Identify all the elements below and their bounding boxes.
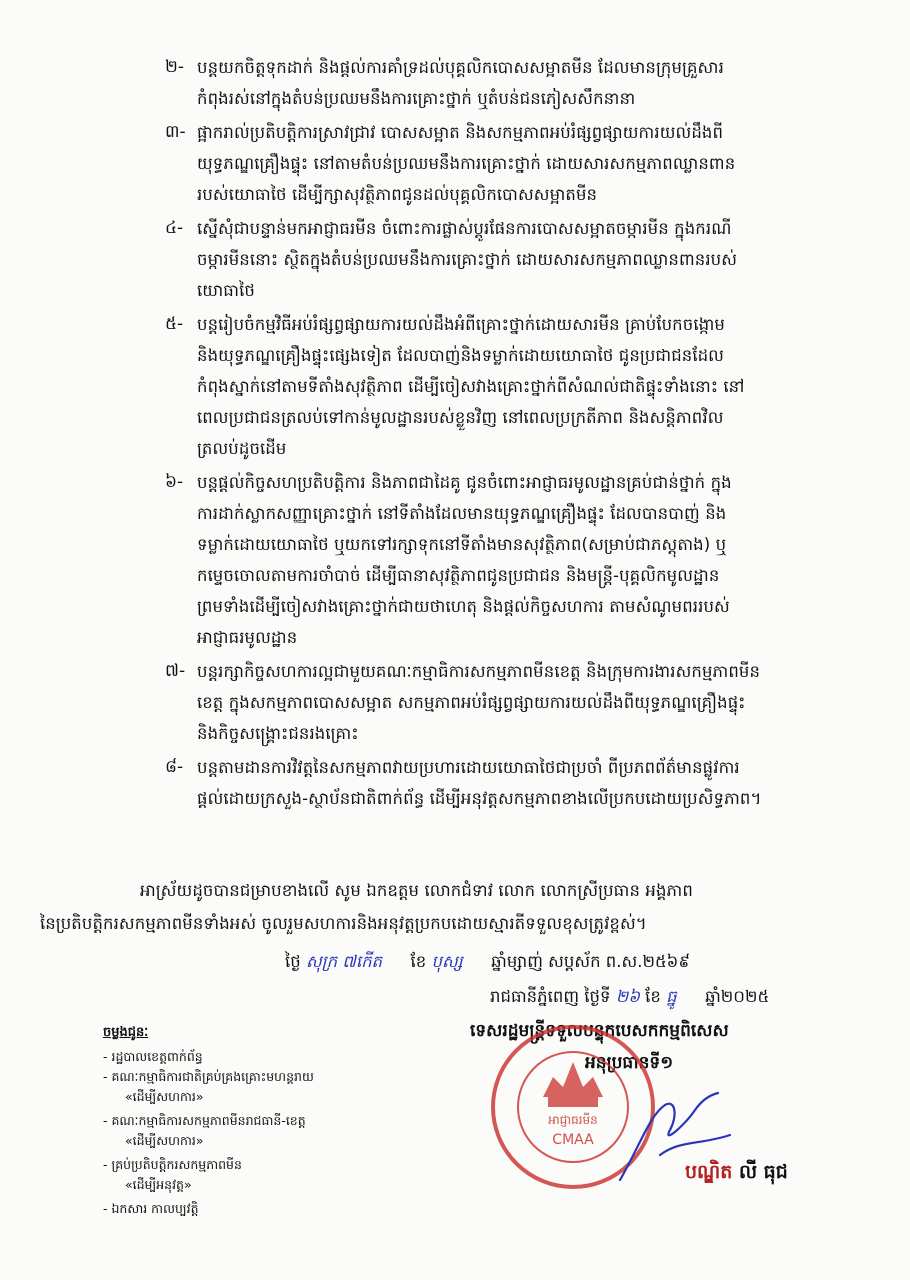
cc-item-note: «ដើម្បីអនុវត្ត» (125, 1177, 192, 1192)
item-number: ៨- (165, 757, 184, 777)
item-line: បន្តរៀបចំកម្មវិធីអប់រំផ្សព្វផ្សាយការយល់ដឹងអំពីគ្រោះថ្នាក់ដោយសារមីន គ្រាប់បែកចង្កោម (197, 315, 725, 334)
solar-date-line (490, 987, 769, 1011)
item-line: ផ្តល់ដោយក្រសួង-ស្ថាប័នជាតិពាក់ព័ន្ធ ដើម្បីអនុវត្តសកម្មភាពខាងលើប្រកបដោយប្រសិទ្ធភាព។ (197, 789, 762, 808)
item-line: អាជ្ញាធរមូលដ្ឋាន (197, 628, 298, 647)
item-line: យោធាថៃ (197, 281, 255, 300)
item-line: និងកិច្ចសង្គ្រោះជនរងគ្រោះ (197, 724, 359, 743)
cc-item: - គ្រប់ប្រតិបត្តិករសកម្មភាពមីន (103, 1157, 242, 1172)
cc-item-note: «ដើម្បីសហការ» (125, 1089, 204, 1104)
item-number: ៤- (165, 218, 184, 238)
cc-item: - គណៈកម្មាធិការសកម្មភាពមីនរាជធានី-ខេត្ត (103, 1113, 306, 1128)
item-line: ការដាក់ស្លាកសញ្ញាគ្រោះថ្នាក់ នៅទីតាំងដែលមានយុទ្ធភណ្ឌគ្រឿងផ្ទុះ ដែលបានបាញ់ និង (197, 504, 727, 523)
handwritten-date: ២៦ (615, 987, 640, 1006)
cc-items (103, 1047, 423, 1219)
item-number: ៦- (165, 472, 184, 492)
closing-paragraph (40, 874, 860, 940)
numbered-item (165, 656, 855, 749)
seal-label-kh: អាជ្ញាធរមីន (548, 1113, 598, 1127)
item-line: របស់យោធាថៃ ដើម្បីក្សាសុវត្ថិភាពជូនដល់បុគ្គលិកបោសសម្អាតមីន (197, 185, 598, 204)
signatory-name (685, 1160, 788, 1188)
signatory-title: ទេសរដ្ឋមន្ត្រីទទួលបន្ទុកបេសកកម្មពិសេស (470, 1021, 729, 1041)
seal-label-cmaa: CMAA (552, 1132, 594, 1148)
numbered-item (165, 309, 855, 464)
item-number: ២- (165, 57, 185, 77)
place-date-prefix: រាជធានីភ្នំពេញ ថ្ងៃទី (490, 987, 611, 1006)
item-line: បន្តតាមដានការវិវត្តនៃសកម្មភាពវាយប្រហារដោយយោធាថៃជាប្រចាំ ពីប្រភពព័ត៌មានផ្លូវការ (197, 758, 740, 777)
numbered-item (165, 752, 855, 814)
item-number: ៣- (165, 122, 186, 142)
item-line: ស្នើសុំជាបន្ទាន់មកអាជ្ញាធរមីន ចំពោះការផ្លាស់ប្តូរផែនការបោសសម្អាតចម្ការមីន ក្នុងករណី (197, 219, 732, 238)
item-line: បន្តយកចិត្តទុកដាក់ និងផ្តល់ការគាំទ្រដល់បុគ្គលិកបោសសម្អាតមីន ដែលមានក្រុមគ្រួសារ (197, 58, 724, 77)
handwritten-month2: ធ្នូ (666, 987, 677, 1006)
numbered-item (165, 467, 855, 653)
lunar-date-line (285, 952, 690, 976)
item-line: ព្រមទាំងដើម្បីចៀសវាងគ្រោះថ្នាក់ជាយថាហេតុ និងផ្តល់កិច្ចសហការ តាមសំណូមពររបស់ (197, 597, 730, 616)
handwritten-month: បុស្ស (431, 952, 463, 971)
item-line: កម្ទេចចោលតាមការចាំបាច់ ដើម្បីធានាសុវត្ថិភាពជូនប្រជាជន និងមន្ត្រី-បុគ្គលិកមូលដ្ឋាន (197, 566, 720, 585)
item-line: ចម្ការមីននោះ ស្ថិតក្នុងតំបន់ប្រឈមនឹងការគ្រោះថ្នាក់ ដោយសារសកម្មភាពឈ្លានពានរបស់ (197, 250, 738, 269)
cc-title: ចម្លងជូនៈ (103, 1025, 149, 1040)
cc-item: - ឯកសារ កាលប្បវត្តិ (103, 1201, 199, 1216)
handwritten-day: សុក្រ ៧កើត (305, 952, 383, 971)
signatory-name-text: លី ធុជ (738, 1161, 788, 1183)
month-prefix: ខែ (410, 952, 427, 971)
carbon-copy-list (103, 1024, 423, 1219)
closing-line-2: នៃប្រតិបត្តិករសកម្មភាពមីនទាំងអស់ ចូលរួមសហការនិងអនុវត្តប្រកបដោយស្មារតីទទួលខុសត្រូវខ្ពស់។ (40, 914, 647, 933)
numbered-item (165, 213, 855, 306)
item-line: ទម្លាក់ដោយយោធាថៃ ឬយកទៅរក្សាទុកនៅទីតាំងមានសុវត្ថិភាព(សម្រាប់ជាភស្តុតាង) ឬ (197, 535, 727, 554)
cc-item: - គណៈកម្មាធិការជាតិគ្រប់គ្រងគ្រោះមហន្តរាយ (103, 1069, 314, 1084)
lunar-year: ឆ្នាំម្សាញ់ សប្តស័ក ព.ស.២៥៦៩ (491, 952, 690, 971)
cc-item-note: «ដើម្បីសហការ» (125, 1133, 204, 1148)
numbered-item (165, 117, 855, 210)
item-line: យុទ្ធភណ្ឌគ្រឿងផ្ទុះ នៅតាមតំបន់ប្រឈមនឹងការគ្រោះថ្នាក់ ដោយសារសកម្មភាពឈ្លានពាន (197, 154, 736, 173)
month2-prefix: ខែ (645, 987, 661, 1006)
cc-item: - រដ្ឋបាលខេត្តពាក់ព័ន្ធ (103, 1049, 203, 1064)
signatory-name-prefix: បណ្ឌិត (685, 1161, 733, 1183)
numbered-items-list (165, 52, 855, 817)
item-number: ៥- (165, 314, 184, 334)
solar-year: ឆ្នាំ២០២៥ (705, 987, 770, 1006)
item-line: បន្តផ្តល់កិច្ចសហប្រតិបត្តិការ និងភាពជាដៃគូ ជូនចំពោះអាជ្ញាធរមូលដ្ឋានគ្រប់ជាន់ថ្នាក់ ក្នុង (197, 473, 732, 492)
item-line: ពេលប្រជាជនត្រលប់ទៅកាន់មូលដ្ឋានរបស់ខ្លួនវិញ នៅពេលប្រក្រតីភាព និងសន្តិភាពវិល (197, 408, 724, 427)
item-line: កំពុងរស់នៅក្នុងតំបន់ប្រឈមនឹងការគ្រោះថ្នាក់ ឬតំបន់ជនភៀសសឹកនានា (197, 89, 636, 108)
item-line: បន្តរក្សាកិច្ចសហការល្អជាមួយគណៈកម្មាធិការសកម្មភាពមីនខេត្ត និងក្រុមការងារសកម្មភាពមីន (197, 662, 761, 681)
item-line: ផ្អាករាល់ប្រតិបត្តិការស្រាវជ្រាវ បោសសម្អាត និងសកម្មភាពអប់រំផ្សព្វផ្សាយការយល់ដឹងពី (197, 123, 724, 142)
numbered-item (165, 52, 855, 114)
item-line: ខេត្ត ក្នុងសកម្មភាពបោសសម្អាត សកម្មភាពអប់រំផ្សព្វផ្សាយការយល់ដឹងពីយុទ្ធភណ្ឌគ្រឿងផ្ទុះ (197, 693, 746, 712)
signatory-subtitle: អនុប្រធានទី១ (585, 1053, 674, 1073)
item-line: និងយុទ្ធភណ្ឌគ្រឿងផ្ទុះផ្សេងទៀត ដែលបាញ់និងទម្លាក់ដោយយោធាថៃ ជូនប្រជាជនដែល (197, 346, 724, 365)
item-number: ៧- (165, 661, 186, 681)
item-line: ត្រលប់ដូចដើម (197, 439, 287, 458)
closing-line-1: អាស្រ័យដូចបានជម្រាបខាងលើ សូម ឯកឧត្តម លោកជំទាវ លោក លោកស្រីប្រធាន អង្គភាព (140, 881, 693, 900)
day-prefix: ថ្ងៃ (285, 952, 301, 971)
item-line: កំពុងស្នាក់នៅតាមទីតាំងសុវត្ថិភាព ដើម្បីចៀសវាងគ្រោះថ្នាក់ពីសំណល់ជាតិផ្ទុះទាំងនោះ នៅ (197, 377, 745, 396)
